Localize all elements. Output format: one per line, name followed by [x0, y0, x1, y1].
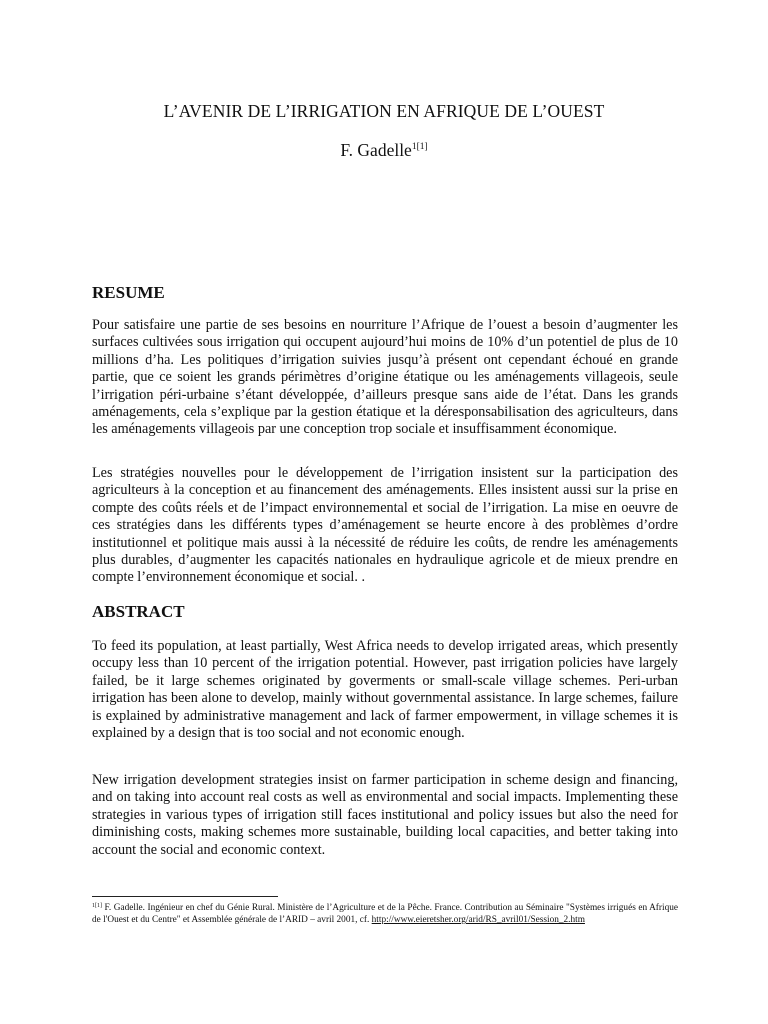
resume-paragraph-2: Les stratégies nouvelles pour le développement de l’irrigation insistent sur la participation des agriculteurs à la conception et au financement des aménagements. Elles insistent aussi sur la prise en compte des coûts réels et de l’impact environnemental et social de l’irrigation. La mise en oeuvre de ces stratégies dans les différents types d’aménagement se heurte encore à des problèmes d’ordre institutionnel et politique mais aussi à la nécessité de réduire les coûts, de rendre les aménagements plus durables, d’augmenter les capacités nationales en hydraulique agricole et de mieux prendre en compte l’environnement économique et social. .	[92, 465, 678, 586]
abstract-heading: ABSTRACT	[92, 602, 185, 621]
footnote-separator	[92, 896, 278, 897]
abstract-paragraph-2: New irrigation development strategies insist on farmer participation in scheme design and financing, and on taking into account real costs as well as environmental and social impacts. Implementing these strategies in various types of irrigation still faces institutional and policy issues but also the need for diminishing costs, making schemes more sustainable, building local capacities, and better taking into account the social and economic context.	[92, 772, 678, 858]
footnote-link[interactable]: http://www.eieretsher.org/arid/RS_avril01/Session_2.htm	[371, 915, 585, 925]
footnote-text: F. Gadelle. Ingénieur en chef du Génie Rural. Ministère de l’Agriculture et de la Pêche. France. Contribution au Séminaire "Systèmes irrigués en Afrique de l'Ouest et du Centre" et Assemblée générale de l’ARID – avril 2001, cf.	[92, 903, 678, 925]
footnote	[92, 902, 678, 926]
abstract-paragraph-1: To feed its population, at least partially, West Africa needs to develop irrigated areas, which presently occupy less than 10 percent of the irrigation potential. However, past irrigation policies have largely failed, be it large schemes originated by goverments or small-scale village schemes. Peri-urban irrigation has been alone to develop, mainly without governmental assistance. In large schemes, failure is explained by administrative management and lack of farmer empowerment, in village schemes it is explained by a design that is too social and not economic enough.	[92, 638, 678, 742]
author-line	[0, 140, 768, 161]
resume-paragraph-1: Pour satisfaire une partie de ses besoins en nourriture l’Afrique de l’ouest a besoin d’augmenter les surfaces cultivées sous irrigation qui occupent aujourd’hui moins de 10% d’un potentiel de plus de 10 millions d’ha. Les politiques d’irrigation suivies jusqu’à présent ont cependant échoué en grande partie, que ce soient les grands périmètres d’origine étatique ou les aménagements villageois, seule l’irrigation péri-urbaine s’étant développée, d’ailleurs presque sans aide de l’état. Dans les grands aménagements, cela s’explique par la gestion étatique et la déresponsabilisation des agriculteurs, dans les aménagements villageois par une conception trop sociale et insuffisamment économique.	[92, 317, 678, 438]
author-name: F. Gadelle	[340, 140, 412, 160]
author-footnote-mark[interactable]: 1[1]	[411, 142, 428, 152]
document-title: L’AVENIR DE L’IRRIGATION EN AFRIQUE DE L’OUEST	[163, 101, 605, 121]
resume-heading: RESUME	[92, 283, 165, 302]
footnote-mark: 1[1]	[92, 903, 102, 909]
